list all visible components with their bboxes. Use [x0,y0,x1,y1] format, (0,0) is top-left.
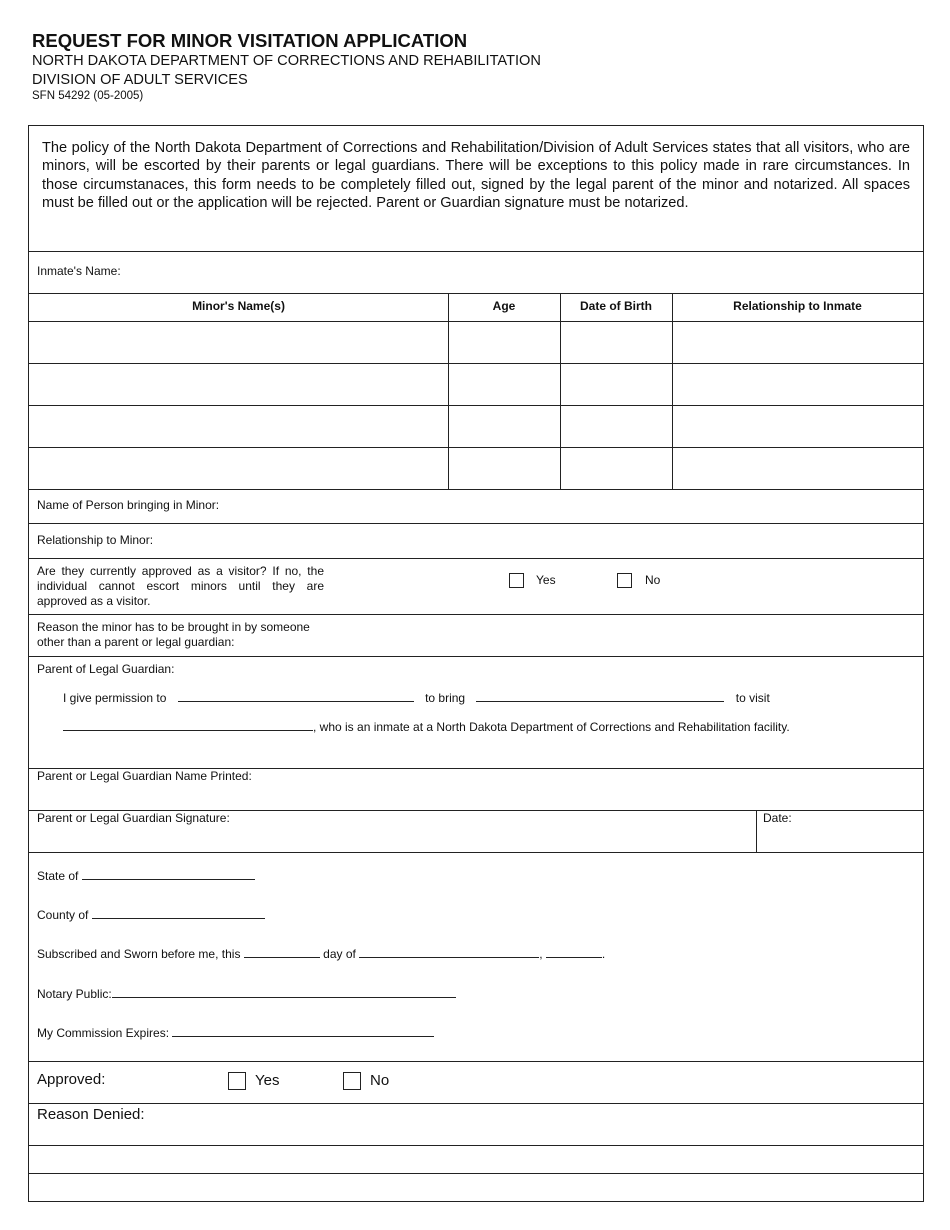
table-row [29,322,923,364]
reason-denied-row[interactable] [29,1104,923,1146]
day-of-text: day of [323,947,356,961]
visitor-yes-checkbox[interactable] [509,573,524,588]
county-of-label: County of [37,908,89,922]
approved-visitor-question: Are they currently approved as a visitor? If no, the individual cannot escort minors until they are approved as a visitor. [37,564,324,608]
division-name: DIVISION OF ADULT SERVICES [32,71,248,88]
policy-text: The policy of the North Dakota Department of Corrections and Rehabilitation/Division of Adult Services states that all visitors, who are minors, will be escorted by their parents or legal guardians. There will be exceptions to this policy made in rare circumstances. In those circumstanaces, this form needs to be completely filled out, signed by the legal parent of the minor and notarized. All spaces must be filled out or the application will be rejected. Parent or Guardian signature must be notarized. [42,140,910,211]
visitor-yes-label: Yes [536,573,556,587]
reason-denied-label: Reason Denied: [37,1106,145,1123]
i-give-permission-text: I give permission to [63,691,167,705]
inmate-clause-text: , who is an inmate at a North Dakota Department of Corrections and Rehabilitation facility. [313,720,790,734]
commission-expires-line [37,1025,434,1041]
minors-table-header [29,294,923,322]
notary-public-label: Notary Public: [37,987,112,1001]
department-name: NORTH DAKOTA DEPARTMENT OF CORRECTIONS AND REHABILITATION [32,53,541,69]
guardian-signature-label: Parent or Legal Guardian Signature: [37,811,230,825]
notary-public-line [37,986,456,1002]
subscribed-text: Subscribed and Sworn before me, this [37,947,241,961]
approved-label: Approved: [37,1071,106,1088]
commission-expires-blank[interactable] [172,1025,434,1037]
sworn-month-blank[interactable] [359,946,539,958]
visitor-no-label: No [645,573,661,587]
approved-row [29,1062,923,1104]
permission-line-2 [63,719,790,735]
inmate-name-blank[interactable] [63,719,313,731]
form-number: SFN 54292 (05-2005) [32,90,144,102]
commission-expires-label: My Commission Expires: [37,1026,170,1040]
approved-no-label: No [370,1072,390,1089]
person-bringing-row[interactable] [29,490,923,524]
table-row [29,406,923,448]
notary-public-blank[interactable] [112,986,456,998]
column-header-date-of-birth: Date of Birth [580,299,652,313]
person-bringing-label: Name of Person bringing in Minor: [37,498,220,512]
reason-not-parent-label: Reason the minor has to be brought in by someone other than a parent or legal guardian: [37,620,310,649]
approved-yes-label: Yes [255,1072,280,1089]
state-of-blank[interactable] [82,868,255,880]
inmate-name-label: Inmate's Name: [37,264,121,278]
column-header-age: Age [492,299,516,313]
reason-not-parent-row[interactable] [29,615,923,657]
permitted-person-blank[interactable] [178,690,414,702]
county-of-blank[interactable] [92,907,265,919]
approved-visitor-row [29,559,923,615]
to-visit-text: to visit [735,691,770,705]
parent-permission-section [29,657,923,769]
relationship-to-minor-label: Relationship to Minor: [37,533,154,547]
guardian-name-printed-row[interactable] [29,769,923,811]
state-of-line [37,868,255,884]
sworn-day-blank[interactable] [244,946,320,958]
visitor-no-checkbox[interactable] [617,573,632,588]
relationship-to-minor-row[interactable] [29,524,923,559]
column-header-relationship: Relationship to Inmate [733,299,862,313]
reason-denied-line[interactable] [29,1174,923,1202]
subscribed-line: Subscribed and Sworn before me, this day of , . [37,947,606,961]
county-of-line [37,907,265,923]
signature-date-label: Date: [763,811,792,825]
column-header-minor-name: Minor's Name(s) [192,299,285,313]
table-row [29,364,923,406]
sworn-year-blank[interactable] [546,946,602,958]
approved-yes-checkbox[interactable] [228,1072,246,1090]
minor-name-blank[interactable] [476,690,724,702]
guardian-name-printed-label: Parent or Legal Guardian Name Printed: [37,769,252,783]
approved-no-checkbox[interactable] [343,1072,361,1090]
state-of-label: State of [37,869,79,883]
notary-section [29,853,923,1062]
reason-denied-line[interactable] [29,1146,923,1174]
permission-line-1 [63,690,770,706]
form-header [32,30,541,104]
application-form [28,125,924,1202]
inmate-name-row[interactable] [29,252,923,294]
policy-section [29,126,923,252]
guardian-signature-row [29,811,923,853]
table-row [29,448,923,490]
to-bring-text: to bring [425,691,466,705]
parent-guardian-label: Parent of Legal Guardian: [37,662,175,676]
form-title: REQUEST FOR MINOR VISITATION APPLICATION [32,30,468,51]
